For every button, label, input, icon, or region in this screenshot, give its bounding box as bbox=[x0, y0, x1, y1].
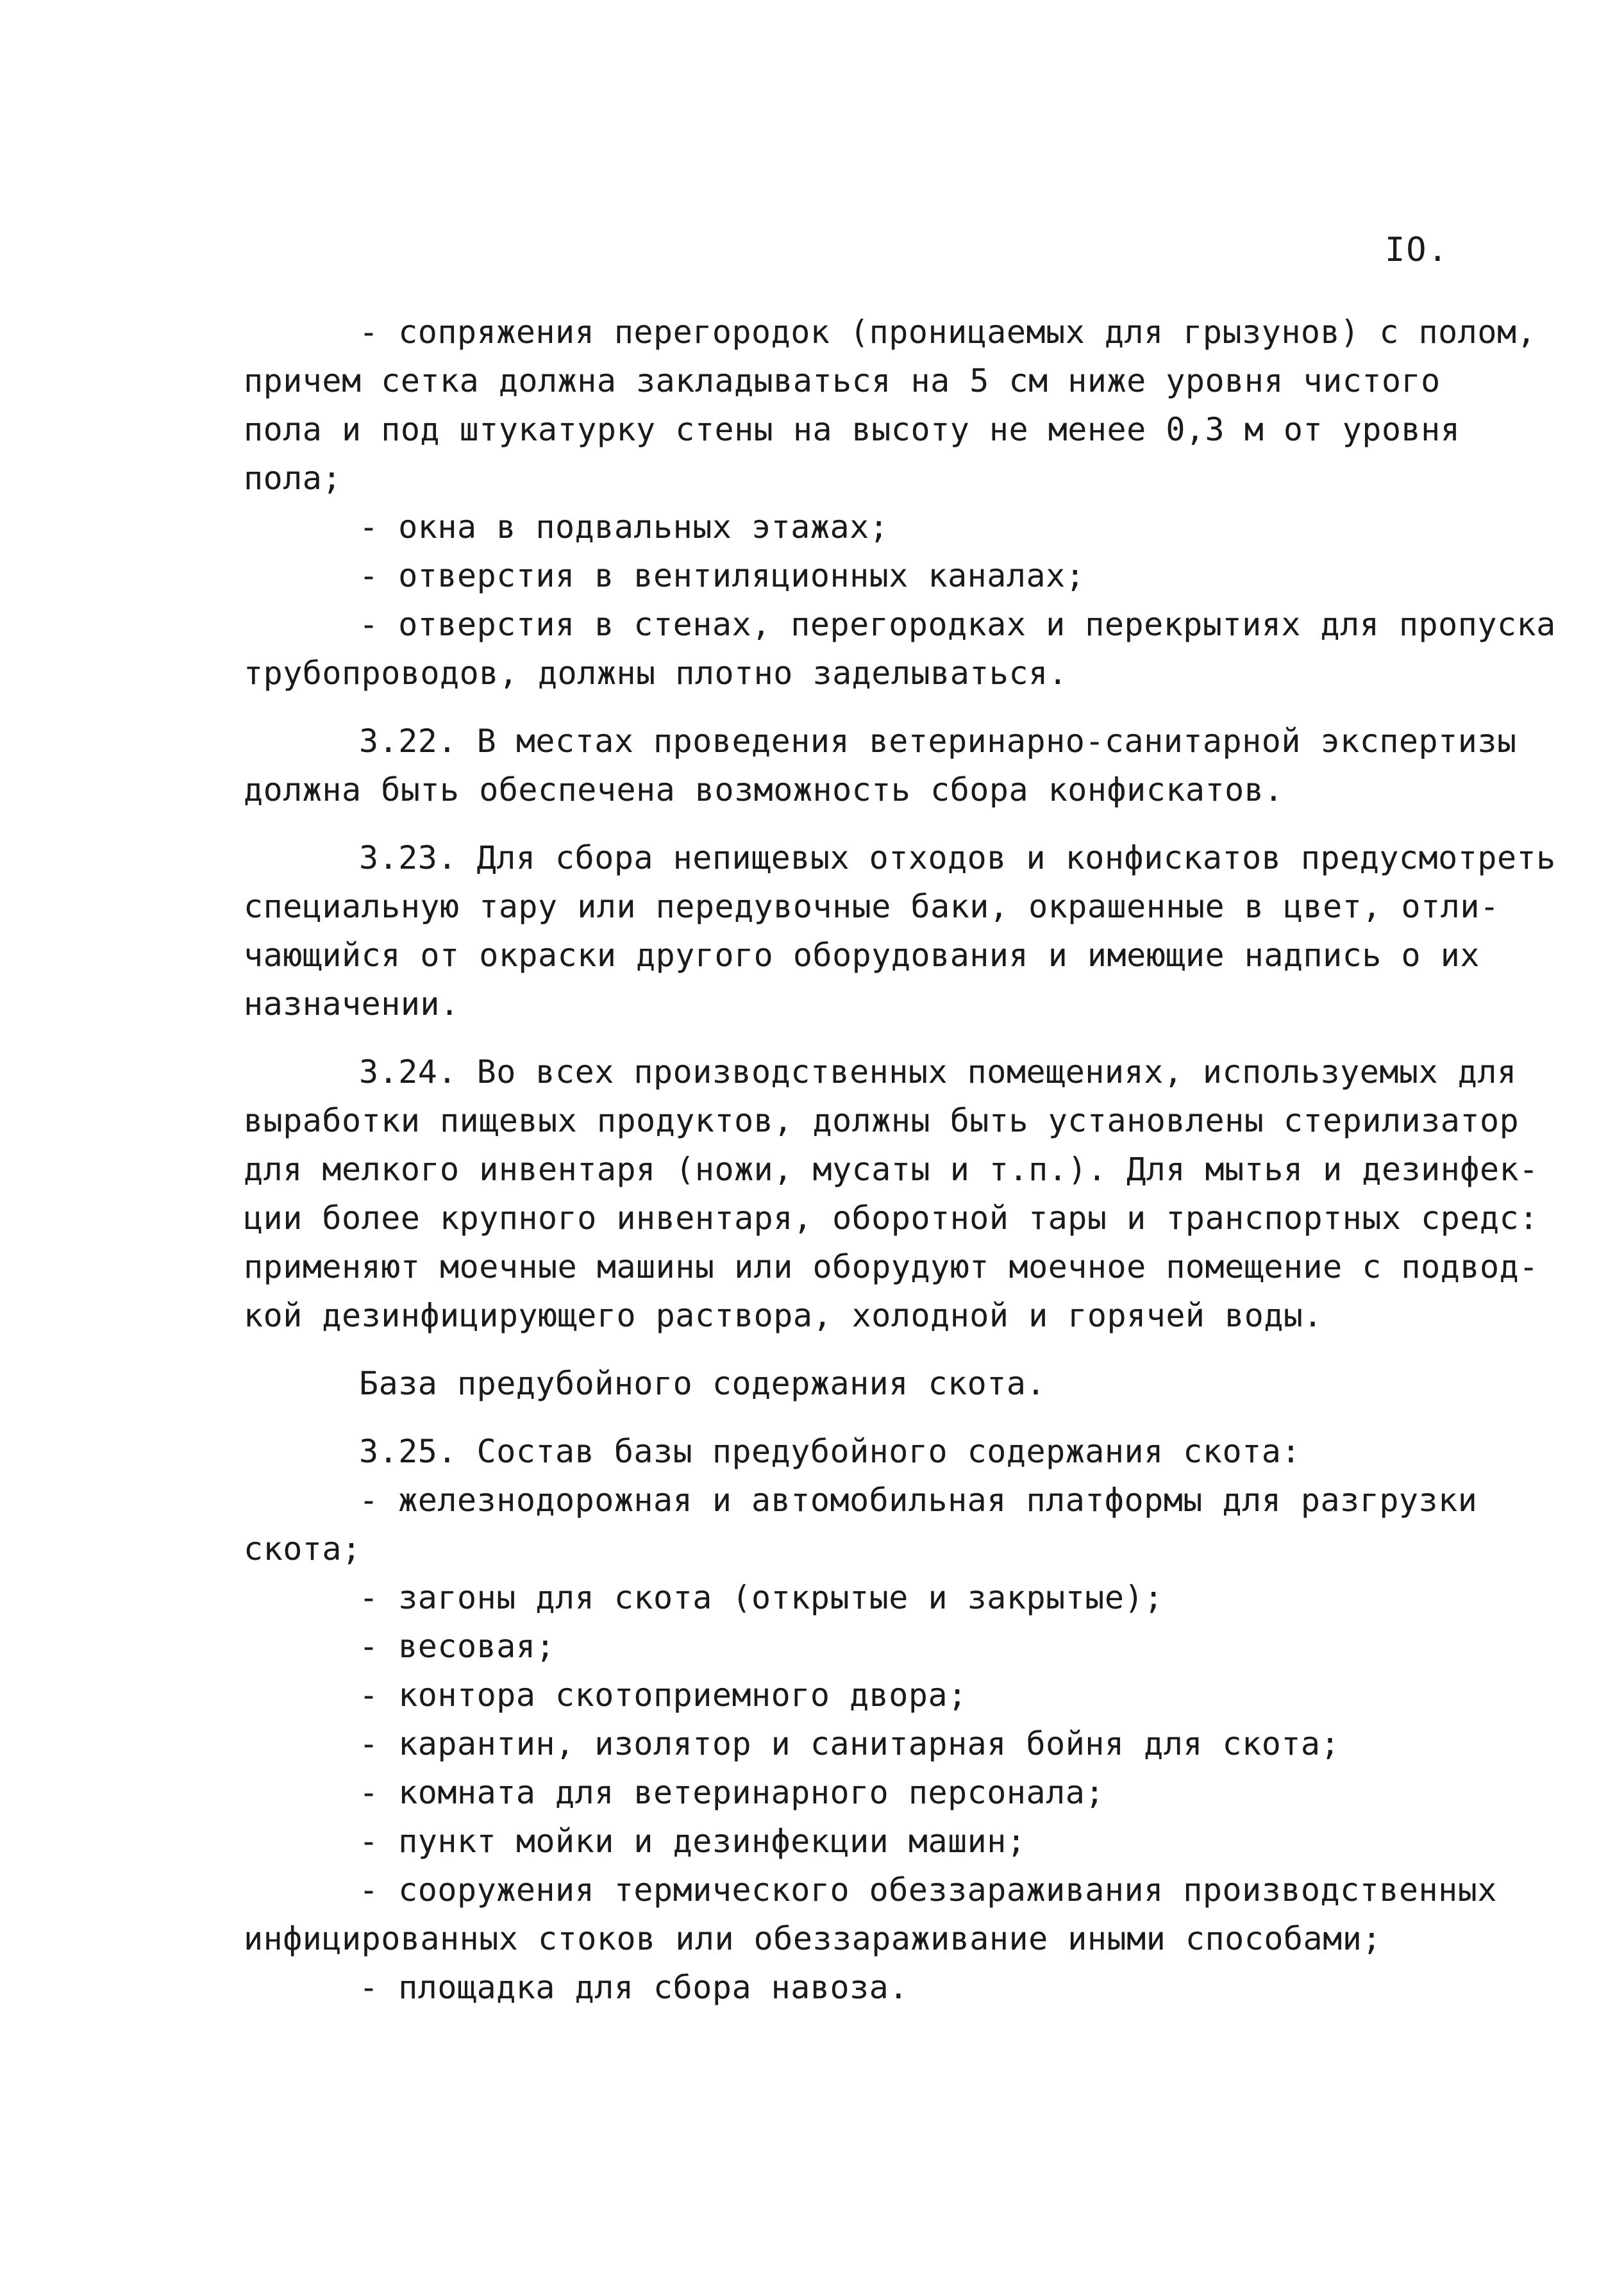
text-line: скота; bbox=[244, 1530, 362, 1568]
section-3-23 bbox=[244, 833, 1564, 1028]
text-line: 3.23. Для сбора непищевых отходов и конфискатов предусмотреть bbox=[359, 839, 1556, 876]
text-line: ции более крупного инвентаря, оборотной тары и транспортных средс: bbox=[244, 1200, 1539, 1237]
list-item: - комната для ветеринарного персонала; bbox=[359, 1774, 1105, 1811]
list-item: - железнодорожная и автомобильная платформы для разгрузки bbox=[359, 1482, 1478, 1519]
list-item: - загоны для скота (открытые и закрытые); bbox=[359, 1579, 1164, 1616]
subheading-text: База предубойного содержания скота. bbox=[359, 1365, 1046, 1402]
text-line: применяют моечные машины или оборудуют моечное помещение с подвод- bbox=[244, 1248, 1539, 1285]
text-line: инфицированных стоков или обеззараживание иными способами; bbox=[244, 1920, 1382, 1957]
text-line: трубопроводов, должны плотно заделываться. bbox=[244, 655, 1068, 692]
text-line: чающийся от окраски другого оборудования и имеющие надпись о их bbox=[244, 937, 1480, 974]
text-line: причем сетка должна закладываться на 5 см ниже уровня чистого bbox=[244, 362, 1441, 399]
list-item: - контора скотоприемного двора; bbox=[359, 1676, 967, 1714]
list-item: - сооружения термического обеззараживания производственных bbox=[359, 1871, 1497, 1909]
list-item: - карантин, изолятор и санитарная бойня для скота; bbox=[359, 1725, 1341, 1762]
paragraph-partition-junctions bbox=[244, 308, 1564, 503]
page-number: IO. bbox=[1385, 231, 1449, 269]
list-item-wall-openings bbox=[244, 600, 1564, 698]
text-line: назначении. bbox=[244, 985, 460, 1023]
list-item-ventilation-openings bbox=[244, 551, 1564, 600]
text-line: пола; bbox=[244, 460, 342, 497]
section-3-22 bbox=[244, 717, 1564, 814]
text-line: 3.25. Состав базы предубойного содержания скота: bbox=[359, 1433, 1301, 1470]
text-line: для мелкого инвентаря (ножи, мусаты и т.п.). Для мытья и дезинфек- bbox=[244, 1151, 1539, 1188]
text-line: выработки пищевых продуктов, должны быть установлены стерилизатор bbox=[244, 1102, 1519, 1139]
text-line: - окна в подвальных этажах; bbox=[359, 508, 889, 546]
text-line: пола и под штукатурку стены на высоту не менее 0,3 м от уровня bbox=[244, 411, 1461, 448]
text-line: - отверстия в стенах, перегородках и перекрытиях для пропуска bbox=[359, 606, 1556, 643]
list-item-basement-windows bbox=[244, 503, 1564, 551]
section-3-24 bbox=[244, 1048, 1564, 1340]
section-3-25 bbox=[244, 1427, 1564, 2012]
text-line: 3.22. В местах проведения ветеринарно-санитарной экспертизы bbox=[359, 723, 1517, 760]
document-body bbox=[244, 308, 1564, 2012]
text-line: специальную тару или передувочные баки, окрашенные в цвет, отли- bbox=[244, 888, 1500, 925]
text-line: кой дезинфицирующего раствора, холодной и горячей воды. bbox=[244, 1297, 1323, 1334]
list-item: - весовая; bbox=[359, 1628, 556, 1665]
text-line: - отверстия в вентиляционных каналах; bbox=[359, 557, 1085, 594]
text-line: должна быть обеспечена возможность сбора конфискатов. bbox=[244, 771, 1284, 808]
list-item: - площадка для сбора навоза. bbox=[359, 1969, 908, 2006]
text-line: - сопряжения перегородок (проницаемых для грызунов) с полом, bbox=[359, 314, 1537, 351]
subheading-preslaughter-base bbox=[244, 1359, 1564, 1408]
text-line: 3.24. Во всех производственных помещениях, используемых для bbox=[359, 1053, 1517, 1091]
list-item: - пункт мойки и дезинфекции машин; bbox=[359, 1823, 1026, 1860]
